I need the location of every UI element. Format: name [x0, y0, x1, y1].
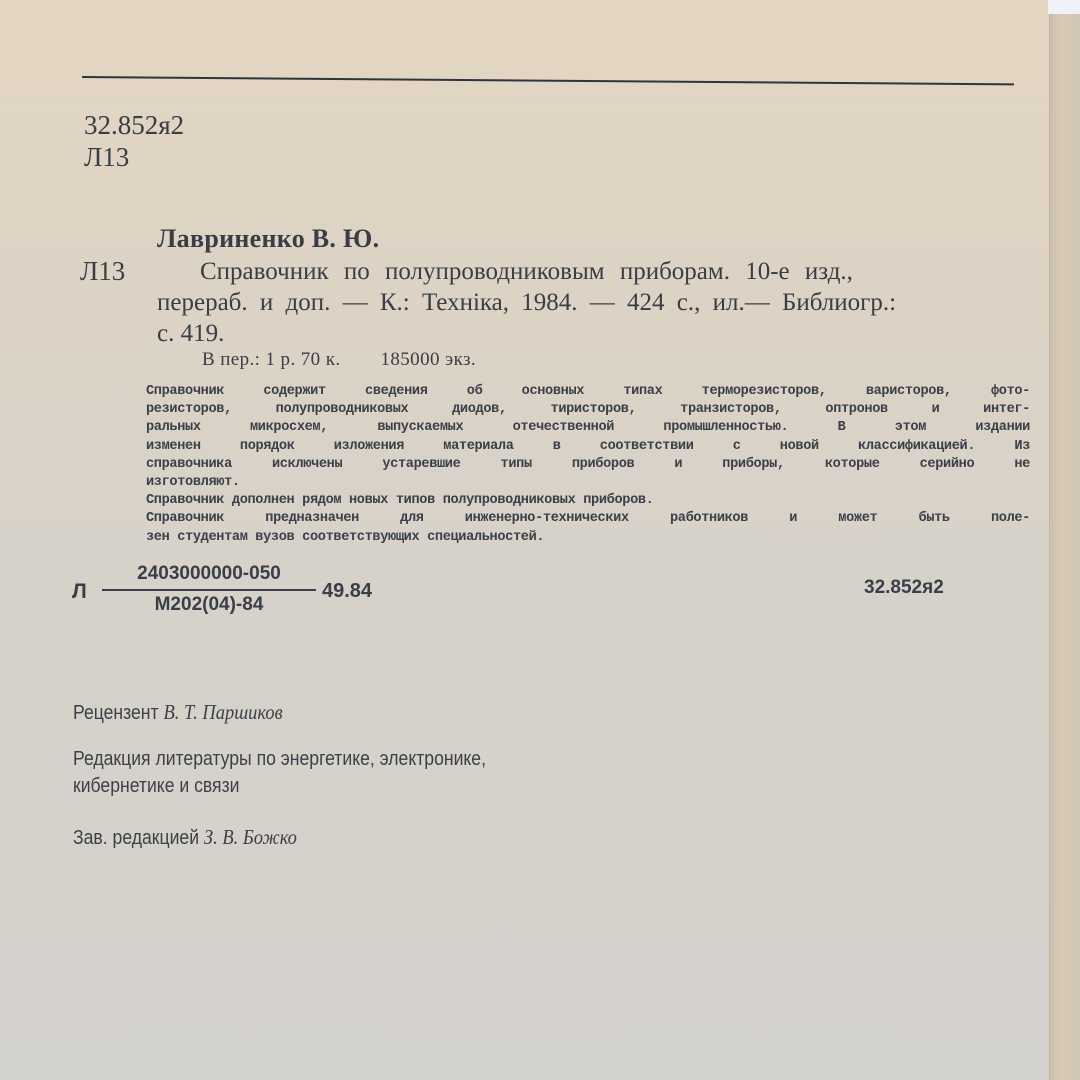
head-editor-label: Зав. редакцией — [73, 827, 200, 849]
reviewer-name: В. Т. Паршиков — [163, 700, 283, 724]
classification-code: 32.852я2 — [84, 110, 185, 140]
annotation-line: резисторов, полупроводниковых диодов, тиристоров, транзисторов, оптронов и интег- — [146, 402, 1030, 418]
reviewer-line — [73, 700, 283, 725]
author-name: Лавриненко В. Ю. — [157, 224, 380, 253]
annotation-line: ральных микросхем, выпускаемых отечественной промышленностью. В этом издании — [146, 420, 1030, 436]
price-line — [202, 349, 476, 371]
title-line-1: Справочник по полупроводниковым приборам. 10-е изд., — [200, 258, 853, 285]
top-rule-divider — [82, 76, 1014, 85]
head-editor-name: З. В. Божко — [203, 825, 297, 849]
annotation-line: изменен порядок изложения материала в соответствии с новой классификацией. Из — [146, 438, 1030, 454]
annotation-line: изготовляют. — [146, 475, 240, 491]
background-corner — [1048, 0, 1080, 14]
index-fraction — [102, 563, 316, 616]
index-denominator: М202(04)-84 — [154, 594, 264, 615]
annotation-line: Справочник содержит сведения об основных типах терморезисторов, варисторов, фото- — [146, 384, 1030, 399]
title-line-3: с. 419. — [157, 320, 225, 347]
department-line-2: кибернетике и связи — [73, 775, 240, 797]
annotation-line: Справочник предназначен для инженерно-технических работников и может быть поле- — [146, 511, 1030, 527]
index-letter: Л — [72, 580, 87, 603]
head-editor-line — [73, 825, 297, 850]
annotation-line: зен студентам вузов соответствующих специальностей. — [146, 529, 545, 545]
index-numerator: 2403000000-050 — [137, 563, 281, 584]
print-run: 185000 экз. — [380, 349, 477, 370]
annotation-line: справочника исключены устаревшие типы приборов и приборы, которые серийно не — [146, 456, 1030, 472]
author-mark: Л13 — [84, 142, 130, 172]
side-author-mark: Л13 — [80, 256, 126, 286]
annotation-block — [146, 383, 1030, 547]
book-page-edge — [1049, 0, 1080, 1080]
fraction-bar — [102, 589, 316, 591]
reviewer-label: Рецензент — [73, 702, 159, 724]
index-suffix: 49.84 — [322, 580, 373, 602]
annotation-paragraph-2: Справочник дополнен рядом новых типов полупроводниковых приборов. — [146, 493, 654, 509]
index-right-code: 32.852я2 — [864, 577, 944, 598]
binding-price: В пер.: 1 р. 70 к. — [202, 349, 341, 370]
title-line-2: перераб. и доп. — К.: Техніка, 1984. — 424 с., ил.— Библиогр.: — [157, 289, 897, 316]
department-line-1: Редакция литературы по энергетике, электронике, — [73, 748, 486, 770]
